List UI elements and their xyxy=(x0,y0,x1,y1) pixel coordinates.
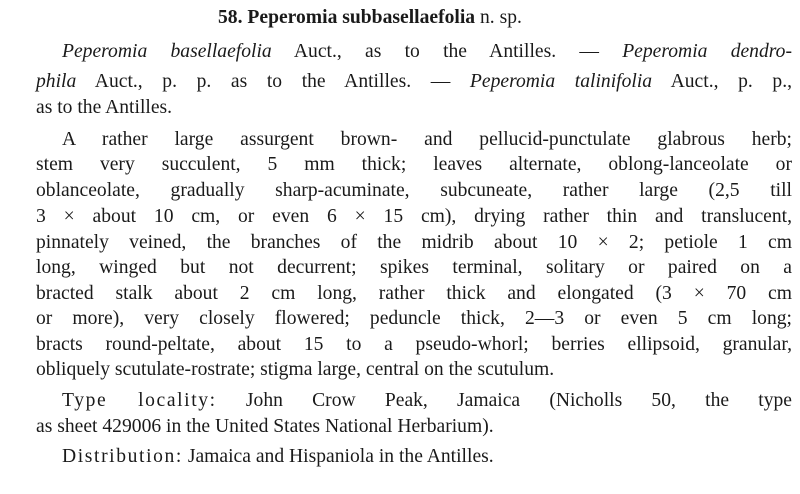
synonym-name: Peperomia talinifolia xyxy=(469,71,653,92)
species-name: Peperomia subbasellaefolia xyxy=(247,7,476,28)
type-locality-label: Type locality: xyxy=(62,390,217,411)
distribution-label: Distribution: xyxy=(62,446,183,467)
synonym-name: phila xyxy=(36,71,77,92)
type-locality-line-2: as sheet 429006 in the United States National Herbarium). xyxy=(36,416,494,437)
description-line: A rather large assurgent brown- and pellucid-punctulate glabrous herb; xyxy=(62,129,792,150)
species-status: n. sp. xyxy=(480,7,522,28)
synonymy-line-1 xyxy=(62,40,792,64)
description-line: obliquely scutulate-rostrate; stigma large, central on the scutulum. xyxy=(36,359,555,380)
description-line: long, winged but not decurrent; spikes terminal, solitary or paired on a xyxy=(36,257,792,278)
description-line: bracts round-peltate, about 15 to a pseudo-whorl; berries ellipsoid, granular, xyxy=(36,334,792,355)
description-line: 3 × about 10 cm, or even 6 × 15 cm), drying rather thin and translucent, xyxy=(36,206,792,227)
synonymy-line-2 xyxy=(36,70,792,94)
distribution-text: Jamaica and Hispaniola in the Antilles. xyxy=(182,446,494,467)
synonym-text: Auct., as to the Antilles. — xyxy=(271,41,623,62)
description-line: stem very succulent, 5 mm thick; leaves alternate, oblong-lanceolate or xyxy=(36,154,792,175)
type-locality-text: John Crow Peak, Jamaica (Nicholls 50, the type xyxy=(216,390,792,411)
description-line: bracted stalk about 2 cm long, rather thick and elongated (3 × 70 cm xyxy=(36,283,792,304)
description-line: oblanceolate, gradually sharp-acuminate, subcuneate, rather large (2,5 till xyxy=(36,180,792,201)
description-line: or more), very closely flowered; peduncle thick, 2—3 or even 5 cm long; xyxy=(36,308,792,329)
distribution-line xyxy=(62,445,494,469)
species-number: 58. xyxy=(218,7,243,28)
synonym-text: Auct., p. p. as to the Antilles. — xyxy=(76,71,470,92)
synonym-text: Auct., p. p., xyxy=(652,71,792,92)
description-line: pinnately veined, the branches of the midrib about 10 × 2; petiole 1 cm xyxy=(36,232,792,253)
synonym-name: Peperomia basellaefolia xyxy=(62,41,272,62)
synonymy-line-3: as to the Antilles. xyxy=(36,97,173,118)
type-locality-line-1 xyxy=(62,389,792,413)
synonym-name: Peperomia dendro- xyxy=(622,41,792,62)
species-heading xyxy=(218,6,522,30)
